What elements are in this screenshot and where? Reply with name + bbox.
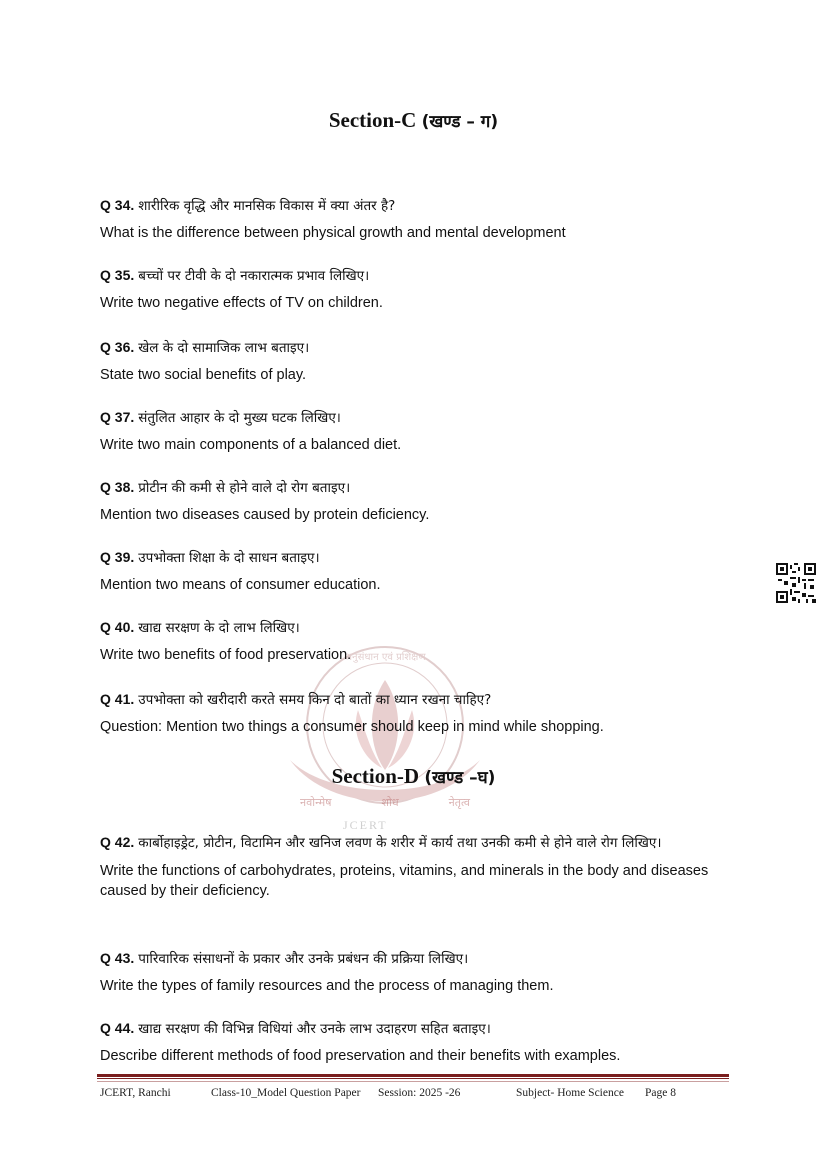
question-39 (100, 544, 720, 595)
question-text-hindi: शारीरिक वृद्धि और मानसिक विकास में क्या अंतर है? (138, 198, 396, 214)
section-d-title-hi: (खण्ड –घ) (424, 768, 496, 788)
jcert-watermark-logo (270, 640, 500, 840)
question-38 (100, 474, 720, 525)
question-text-hindi: पारिवारिक संसाधनों के प्रकार और उनके प्रबंधन की प्रक्रिया लिखिए। (138, 951, 469, 967)
question-number: Q 38. (100, 479, 135, 495)
question-text-hindi: खाद्य सरक्षण की विभिन्न विधियां और उनके लाभ उदाहरण सहित बताइए। (138, 1021, 491, 1037)
question-number: Q 43. (100, 950, 135, 966)
question-text-english: State two social benefits of play. (100, 367, 307, 383)
watermark-org: JCERT (343, 818, 388, 832)
question-text-english: Mention two means of consumer education. (100, 577, 381, 593)
question-text-english: Question: Mention two things a consumer should keep in mind while shopping. (100, 719, 604, 735)
question-text-hindi: कार्बोहाइड्रेट, प्रोटीन, विटामिन और खनिज लवण के शरीर में कार्य तथा उनकी कमी से होने वाले रोग लिखिए। (138, 835, 662, 851)
question-40 (100, 614, 720, 665)
question-text-english: Write two main components of a balanced diet. (100, 437, 402, 453)
question-text-hindi: उपभोक्ता शिक्षा के दो साधन बताइए। (138, 550, 320, 566)
question-text-hindi: उपभोक्ता को खरीदारी करते समय किन दो बातों का ध्यान रखना चाहिए? (138, 692, 492, 708)
section-c-title-hi: (खण्ड – ग) (421, 112, 499, 132)
section-d-title-en: Section-D (331, 764, 420, 788)
qr-code-icon (776, 563, 816, 603)
question-number: Q 44. (100, 1020, 135, 1036)
watermark-motto (300, 795, 470, 810)
question-number: Q 36. (100, 339, 135, 355)
watermark-arc-text: अनुसंधान एवं प्रशिक्षण (344, 652, 426, 663)
question-44 (100, 1015, 720, 1066)
question-number: Q 42. (100, 834, 135, 850)
footer-paper: Class-10_Model Question Paper (211, 1087, 361, 1099)
question-35 (100, 262, 720, 313)
question-42 (100, 829, 720, 901)
question-text-english: Describe different methods of food preservation and their benefits with examples. (100, 1048, 621, 1064)
question-text-english: Write the functions of carbohydrates, proteins, vitamins, and minerals in the body and diseases caused by their deficiency. (100, 863, 709, 899)
question-text-english: Mention two diseases caused by protein deficiency. (100, 507, 430, 523)
question-number: Q 39. (100, 549, 135, 565)
question-text-hindi: खाद्य सरक्षण के दो लाभ लिखिए। (138, 620, 300, 636)
question-text-hindi: संतुलित आहार के दो मुख्य घटक लिखिए। (138, 410, 341, 426)
question-text-hindi: प्रोटीन की कमी से होने वाले दो रोग बताइए। (138, 480, 351, 496)
footer-rule-light (97, 1081, 729, 1082)
question-number: Q 34. (100, 197, 135, 213)
footer-subject: Subject- Home Science (516, 1087, 624, 1099)
question-text-hindi: खेल के दो सामाजिक लाभ बताइए। (138, 340, 310, 356)
question-text-english: What is the difference between physical growth and mental development (100, 225, 566, 241)
section-c-heading (0, 108, 827, 133)
question-number: Q 35. (100, 267, 135, 283)
section-d-heading (0, 764, 827, 789)
question-text-english: Write two negative effects of TV on children. (100, 295, 383, 311)
question-34 (100, 192, 720, 243)
footer-rule-thin (97, 1078, 729, 1079)
footer-session: Session: 2025 -26 (378, 1087, 461, 1099)
question-43 (100, 945, 720, 996)
question-number: Q 40. (100, 619, 135, 635)
footer-org: JCERT, Ranchi (100, 1087, 171, 1099)
watermark-motto-left: नवोन्मेष (300, 796, 332, 809)
question-36 (100, 334, 720, 385)
question-37 (100, 404, 720, 455)
watermark-motto-mid: शोध (381, 796, 399, 809)
watermark-motto-right: नेतृत्व (448, 796, 470, 809)
question-text-hindi: बच्चों पर टीवी के दो नकारात्मक प्रभाव लिखिए। (138, 268, 370, 284)
question-number: Q 41. (100, 691, 135, 707)
question-number: Q 37. (100, 409, 135, 425)
question-text-english: Write the types of family resources and the process of managing them. (100, 978, 554, 994)
question-41 (100, 686, 720, 737)
footer-rule-thick (97, 1074, 729, 1077)
question-text-english: Write two benefits of food preservation. (100, 647, 352, 663)
section-c-title-en: Section-C (328, 108, 417, 132)
footer-page-number: Page 8 (645, 1087, 676, 1099)
